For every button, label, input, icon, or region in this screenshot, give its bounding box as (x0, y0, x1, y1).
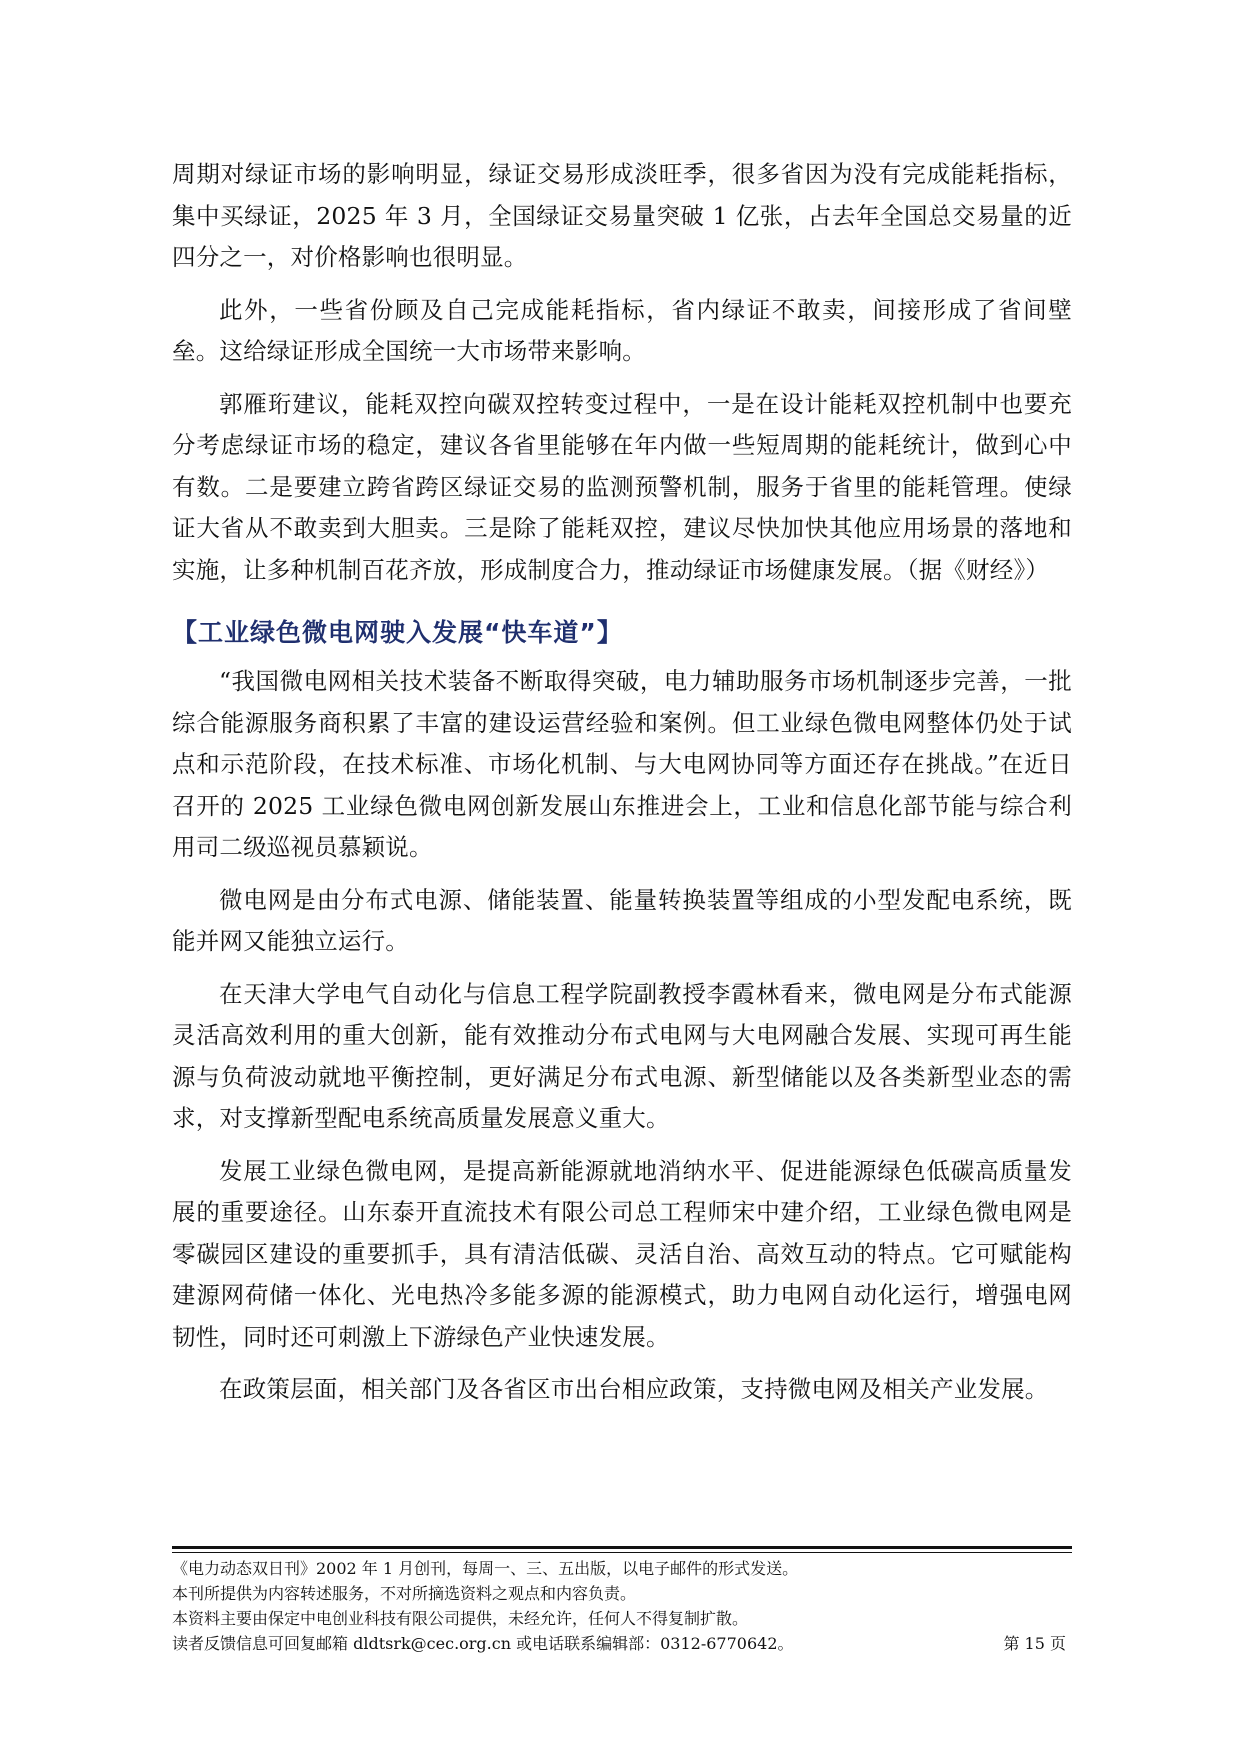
footer-divider-thick (172, 1546, 1072, 1549)
paragraph: “我国微电网相关技术装备不断取得突破，电力辅助服务市场机制逐步完善，一批综合能源服务商积累了丰富的建设运营经验和案例。但工业绿色微电网整体仍处于试点和示范阶段，在技术标准、市场化机制、与大电网协同等方面还存在挑战。”在近日召开的 2025 工业绿色微电网创新发展山东推进会上，工业和信息化部节能与综合利用司二级巡视员慕颖说。 (172, 667, 1072, 861)
section-heading: 【工业绿色微电网驶入发展“快车道”】 (172, 618, 623, 647)
page-footer (172, 1556, 1072, 1656)
footer-disclaimer: 本刊所提供为内容转述服务，不对所摘选资料之观点和内容负责。 (172, 1584, 637, 1603)
footer-contact: 读者反馈信息可回复邮箱 dldtsrk@cec.org.cn 或电话联系编辑部：0312-6770642。 (172, 1634, 794, 1653)
paragraph: 在政策层面，相关部门及各省区市出台相应政策，支持微电网及相关产业发展。 (219, 1375, 1049, 1403)
paragraph: 在天津大学电气自动化与信息工程学院副教授李霞林看来，微电网是分布式能源灵活高效利用的重大创新，能有效推动分布式电网与大电网融合发展、实现可再生能源与负荷波动就地平衡控制，更好满足分布式电源、新型储能以及各类新型业态的需求，对支撑新型配电系统高质量发展意义重大。 (172, 979, 1072, 1132)
footer-divider-thin (172, 1552, 1072, 1553)
footer-publication-info: 《电力动态双日刊》2002 年 1 月创刊，每周一、三、五出版，以电子邮件的形式发送。 (172, 1559, 799, 1578)
page-number: 第 15 页 (1003, 1634, 1066, 1653)
footer-copyright: 本资料主要由保定中电创业科技有限公司提供，未经允许，任何人不得复制扩散。 (172, 1609, 749, 1628)
article-body (172, 154, 1072, 1422)
paragraph: 发展工业绿色微电网，是提高新能源就地消纳水平、促进能源绿色低碳高质量发展的重要途径。山东泰开直流技术有限公司总工程师宋中建介绍，工业绿色微电网是零碳园区建设的重要抓手，具有清洁低碳、灵活自治、高效互动的特点。它可赋能构建源网荷储一体化、光电热冷多能多源的能源模式，助力电网自动化运行，增强电网韧性，同时还可刺激上下游绿色产业快速发展。 (172, 1156, 1072, 1351)
paragraph: 微电网是由分布式电源、储能装置、能量转换装置等组成的小型发配电系统，既能并网又能独立运行。 (172, 885, 1072, 955)
paragraph: 此外，一些省份顾及自己完成能耗指标，省内绿证不敢卖，间接形成了省间壁垒。这给绿证形成全国统一大市场带来影响。 (172, 295, 1072, 365)
footer-contact-row (172, 1631, 1072, 1656)
paragraph-continued: 周期对绿证市场的影响明显，绿证交易形成淡旺季，很多省因为没有完成能耗指标，集中买绿证，2025 年 3 月，全国绿证交易量突破 1 亿张，占去年全国总交易量的近四分之一，对价格影响也很明显。 (172, 160, 1072, 271)
paragraph: 郭雁珩建议，能耗双控向碳双控转变过程中，一是在设计能耗双控机制中也要充分考虑绿证市场的稳定，建议各省里能够在年内做一些短周期的能耗统计，做到心中有数。二是要建立跨省跨区绿证交易的监测预警机制，服务于省里的能耗管理。使绿证大省从不敢卖到大胆卖。三是除了能耗双控，建议尽快加快其他应用场景的落地和实施，让多种机制百花齐放，形成制度合力，推动绿证市场健康发展。（据《财经》） (172, 389, 1072, 584)
